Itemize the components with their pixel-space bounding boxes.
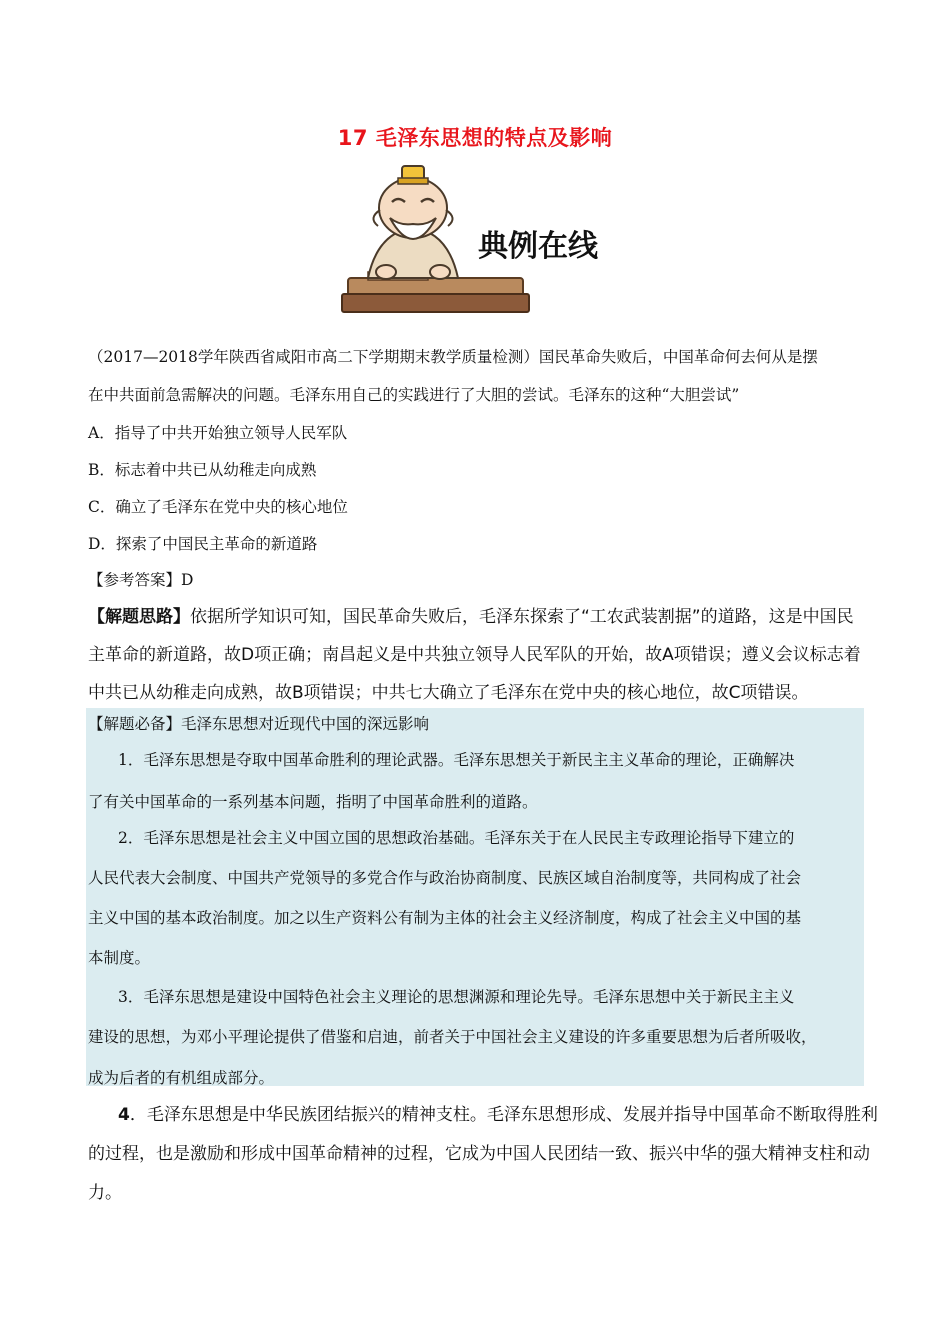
essentials-line-5: 主义中国的基本政治制度。加之以生产资料公有制为主体的社会主义经济制度，构成了社会主义中国的基	[88, 909, 802, 927]
essentials-line-8: 建设的思想，为邓小平理论提供了借鉴和启迪，前者关于中国社会主义建设的许多重要思想为后者所吸收，	[88, 1028, 817, 1046]
essentials-line-2: 了有关中国革命的一系列基本问题，指明了中国革命胜利的道路。	[88, 793, 538, 811]
essentials-heading	[88, 712, 429, 734]
option-b: B．标志着中共已从幼稚走向成熟	[88, 461, 317, 479]
analysis-text-1: 依据所学知识可知，国民革命失败后，毛泽东探索了“工农武装割据”的道路，这是中国民	[190, 607, 854, 627]
essentials-line-1: 1．毛泽东思想是夺取中国革命胜利的理论武器。毛泽东思想关于新民主主义革命的理论，正确解决	[118, 751, 795, 769]
answer-label: 【参考答案】	[88, 571, 182, 589]
point4-line-3: 力。	[88, 1183, 122, 1203]
point4-line-1	[118, 1100, 878, 1125]
answer-value: D	[181, 571, 194, 589]
essentials-line-7: 3．毛泽东思想是建设中国特色社会主义理论的思想渊源和理论先导。毛泽东思想中关于新民主主义	[118, 988, 795, 1006]
analysis-label: 【解题思路】	[88, 607, 190, 627]
point4-number: 4	[118, 1105, 130, 1125]
essentials-line-9: 成为后者的有机组成部分。	[88, 1069, 275, 1087]
reference-answer	[88, 568, 193, 590]
point4-text-1: ．毛泽东思想是中华民族团结振兴的精神支柱。毛泽东思想形成、发展并指导中国革命不断取得胜利	[129, 1105, 878, 1125]
question-line-2: 在中共面前急需解决的问题。毛泽东用自己的实践进行了大胆的尝试。毛泽东的这种“大胆尝试”	[88, 386, 740, 404]
banner-text: 典例在线	[478, 229, 598, 264]
essentials-label: 【解题必备】	[88, 715, 182, 733]
option-d: D．探索了中国民主革命的新道路	[88, 535, 318, 553]
option-c: C．确立了毛泽东在党中央的核心地位	[88, 498, 348, 516]
essentials-line-6: 本制度。	[88, 949, 151, 967]
analysis-line-2: 主革命的新道路，故D项正确；南昌起义是中共独立领导人民军队的开始，故A项错误；遵义会议标志着	[88, 645, 861, 665]
banner-illustration	[338, 160, 618, 320]
essentials-line-3: 2．毛泽东思想是社会主义中国立国的思想政治基础。毛泽东关于在人民民主专政理论指导下建立的	[118, 829, 795, 847]
option-a: A．指导了中共开始独立领导人民军队	[88, 424, 348, 442]
essentials-title: 毛泽东思想对近现代中国的深远影响	[181, 715, 430, 733]
question-line-1: （2017—2018学年陕西省咸阳市高二下学期期末教学质量检测）国民革命失败后，中国革命何去何从是摆	[88, 348, 818, 366]
point4-line-2: 的过程，也是激励和形成中国革命精神的过程，它成为中国人民团结一致、振兴中华的强大精神支柱和动	[88, 1144, 870, 1164]
analysis-line-1	[88, 602, 854, 627]
essentials-line-4: 人民代表大会制度、中国共产党领导的多党合作与政治协商制度、民族区域自治制度等，共同构成了社会	[88, 869, 802, 887]
analysis-line-3: 中共已从幼稚走向成熟，故B项错误；中共七大确立了毛泽东在党中央的核心地位，故C项错误。	[88, 683, 809, 703]
page-title: 17 毛泽东思想的特点及影响	[337, 126, 613, 150]
